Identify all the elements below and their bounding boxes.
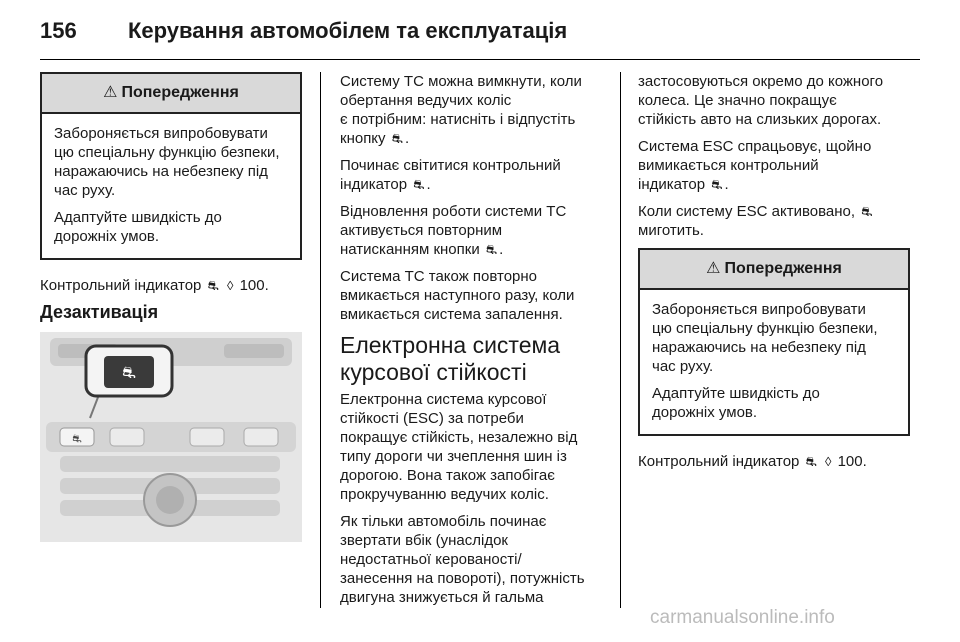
esc-section-heading: Електронна система курсової стійкості [340, 332, 561, 385]
warning-body [640, 290, 908, 434]
warning-body [42, 114, 300, 258]
warning-title: Попередження [121, 84, 239, 101]
warning-box [638, 248, 910, 436]
tc-reactivate-paragraph: Відновлення роботи системи TC активується повторним натисканням кнопки ⛐ . [340, 203, 567, 258]
esc-flashing-paragraph: Коли систему ESC активовано, ⛐ миготить. [638, 203, 873, 239]
warning-header [42, 74, 300, 114]
tc-lamp-icon: ⛐ [207, 278, 219, 293]
watermark: carmanualsonline.info [650, 607, 835, 628]
page-ref-link[interactable]: 100. [837, 453, 867, 470]
tc-button-icon: ⛐ [485, 242, 498, 257]
tc-lamp-icon: ⛐ [861, 204, 873, 219]
esc-function-paragraph: Як тільки автомобіль починає звертати вбік (унаслідок недостатньої керованості/ занесення на повороті), потужність двигуна знижується й гальма [340, 513, 585, 606]
chapter-title: Керування автомобілем та експлуатація [128, 18, 568, 43]
tc-lamp-icon: ⛐ [805, 454, 817, 469]
column-2 [340, 72, 606, 615]
tc-off-paragraph: Систему TC можна вимкнути, коли обертання ведучих коліс є потрібним: натисніть і відпустіть кнопку ⛐ . [340, 73, 582, 147]
warning-icon: ⚠ [103, 84, 118, 101]
tc-off-lamp-icon: ⛐ [413, 177, 425, 192]
warning-title: Попередження [724, 260, 842, 277]
column-1 [40, 72, 302, 542]
column-divider-1 [320, 72, 321, 608]
svg-text:⛐: ⛐ [122, 363, 136, 382]
warning-paragraph-2: Адаптуйте швидкість до дорожніх умов. [652, 385, 820, 421]
esc-continued-paragraph: застосовуються окремо до кожного колеса. Це значно покращує стійкість авто на слизьких дорогах. [638, 73, 884, 128]
deactivation-heading: Дезактивація [40, 302, 159, 322]
page-ref-icon: ◊ [824, 454, 832, 469]
header-rule [40, 59, 920, 60]
column-divider-2 [620, 72, 621, 608]
dashboard-photo [40, 332, 302, 542]
warning-box [40, 72, 302, 260]
warning-icon: ⚠ [706, 260, 721, 277]
tc-lamp-icon: ⛐ [711, 177, 723, 192]
page-ref-link[interactable]: 100. [239, 277, 269, 294]
indicator-reference: Контрольний індикатор ⛐ ◊ 100. [638, 453, 867, 470]
warning-header [640, 250, 908, 290]
esc-operative-paragraph: Система ESC спрацьовує, щойно вимикається контрольний індикатор ⛐ . [638, 138, 872, 193]
page-number: 156 [40, 18, 77, 43]
page-header [40, 14, 920, 54]
warning-paragraph-1: Забороняється випробовувати цю спеціальну функцію безпеки, наражаючись на небезпеку під час руху. [54, 125, 280, 199]
dashboard-illustration [40, 332, 302, 542]
warning-paragraph-2: Адаптуйте швидкість до дорожніх умов. [54, 209, 222, 245]
indicator-lights-paragraph: Починає світитися контрольний індикатор ⛐ . [340, 157, 561, 193]
page-ref-icon: ◊ [226, 278, 234, 293]
svg-text:⛐: ⛐ [72, 432, 82, 445]
column-3 [638, 72, 910, 479]
warning-paragraph-1: Забороняється випробовувати цю спеціальну функцію безпеки, наражаючись на небезпеку під час руху. [652, 301, 878, 375]
esc-intro-paragraph: Електронна система курсової стійкості (ESC) за потреби покращує стійкість, незалежно від типу дороги чи зчеплення шин із дорогою. Вона також запобігає прокручуванню ведучих коліс. [340, 391, 578, 503]
tc-button-icon: ⛐ [391, 131, 403, 146]
indicator-reference: Контрольний індикатор ⛐ ◊ 100. [40, 277, 269, 294]
tc-ignition-paragraph: Система TC також повторно вмикається наступного разу, коли вмикається система запалення. [340, 268, 575, 323]
